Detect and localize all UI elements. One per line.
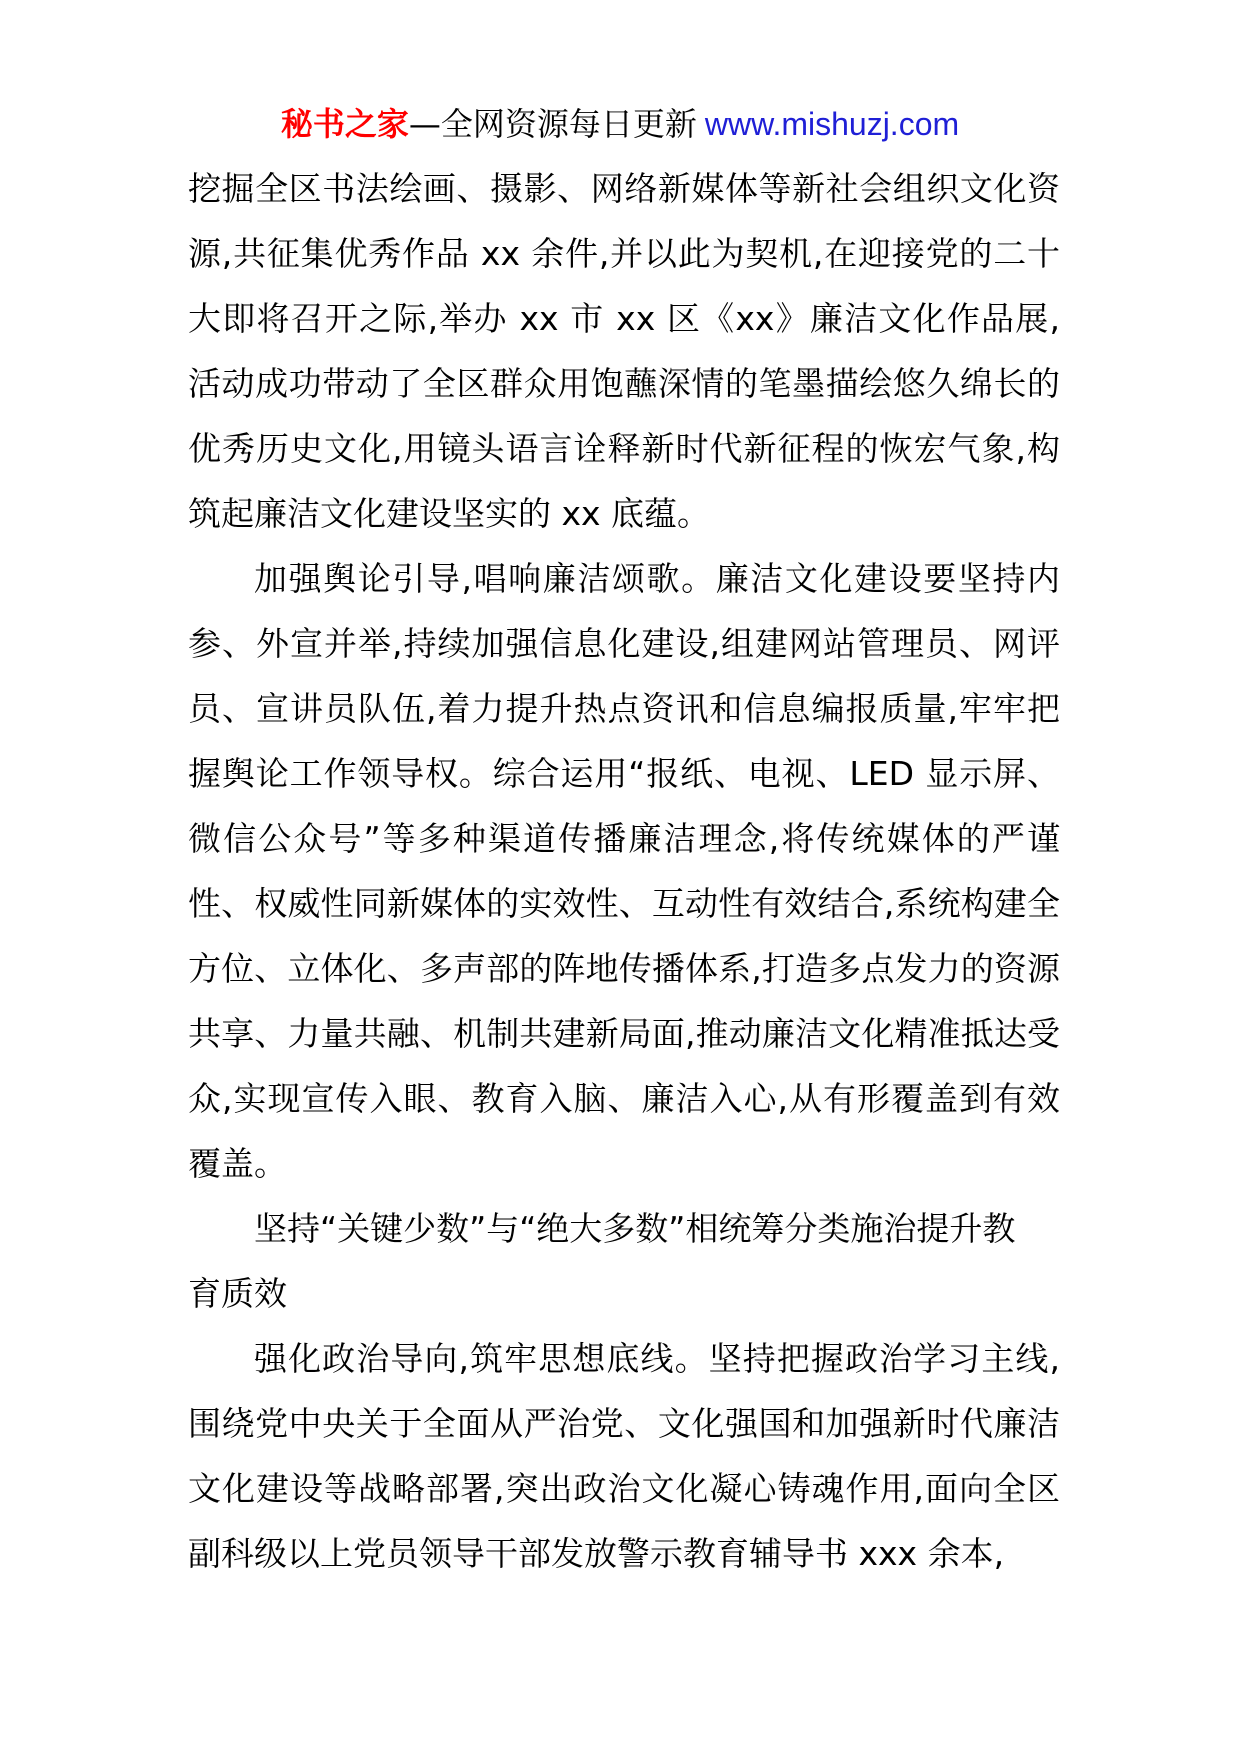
site-tagline: —全网资源每日更新 [408, 105, 697, 143]
paragraph-continued: 挖掘全区书法绘画、摄影、网络新媒体等新社会组织文化资源,共征集优秀作品 xx 余件,并以此为契机,在迎接党的二十大即将召开之际,举办 xx 市 xx 区《xx》廉洁文化作品展,活动成功带动了全区群众用饱蘸深情的笔墨描绘悠久绵长的优秀历史文化,用镜头语言诠释新时代新征程的恢宏气象,构筑起廉洁文化建设坚实的 xx 底蕴。 [188, 169, 1060, 533]
page-header [0, 104, 1240, 144]
document-body [188, 156, 1060, 1586]
paragraph-public-opinion: 加强舆论引导,唱响廉洁颂歌。廉洁文化建设要坚持内参、外宣并举,持续加强信息化建设,组建网站管理员、网评员、宣讲员队伍,着力提升热点资讯和信息编报质量,牢牢把握舆论工作领导权。综合运用“报纸、电视、LED 显示屏、微信公众号”等多种渠道传播廉洁理念,将传统媒体的严谨性、权威性同新媒体的实效性、互动性有效结合,系统构建全方位、立体化、多声部的阵地传播体系,打造多点发力的资源共享、力量共融、机制共建新局面,推动廉洁文化精准抵达受众,实现宣传入眼、教育入脑、廉洁入心,从有形覆盖到有效覆盖。 [188, 559, 1060, 1183]
paragraph-political-guidance: 强化政治导向,筑牢思想底线。坚持把握政治学习主线,围绕党中央关于全面从严治党、文化强国和加强新时代廉洁文化建设等战略部署,突出政治文化凝心铸魂作用,面向全区副科级以上党员领导干部发放警示教育辅导书 xxx 余本, [188, 1339, 1060, 1573]
site-url-link[interactable]: www.mishuzj.com [704, 106, 960, 142]
section-heading: 坚持“关键少数”与“绝大多数”相统筹分类施治提升教育质效 [188, 1209, 1016, 1313]
site-brand: 秘书之家 [280, 105, 409, 143]
